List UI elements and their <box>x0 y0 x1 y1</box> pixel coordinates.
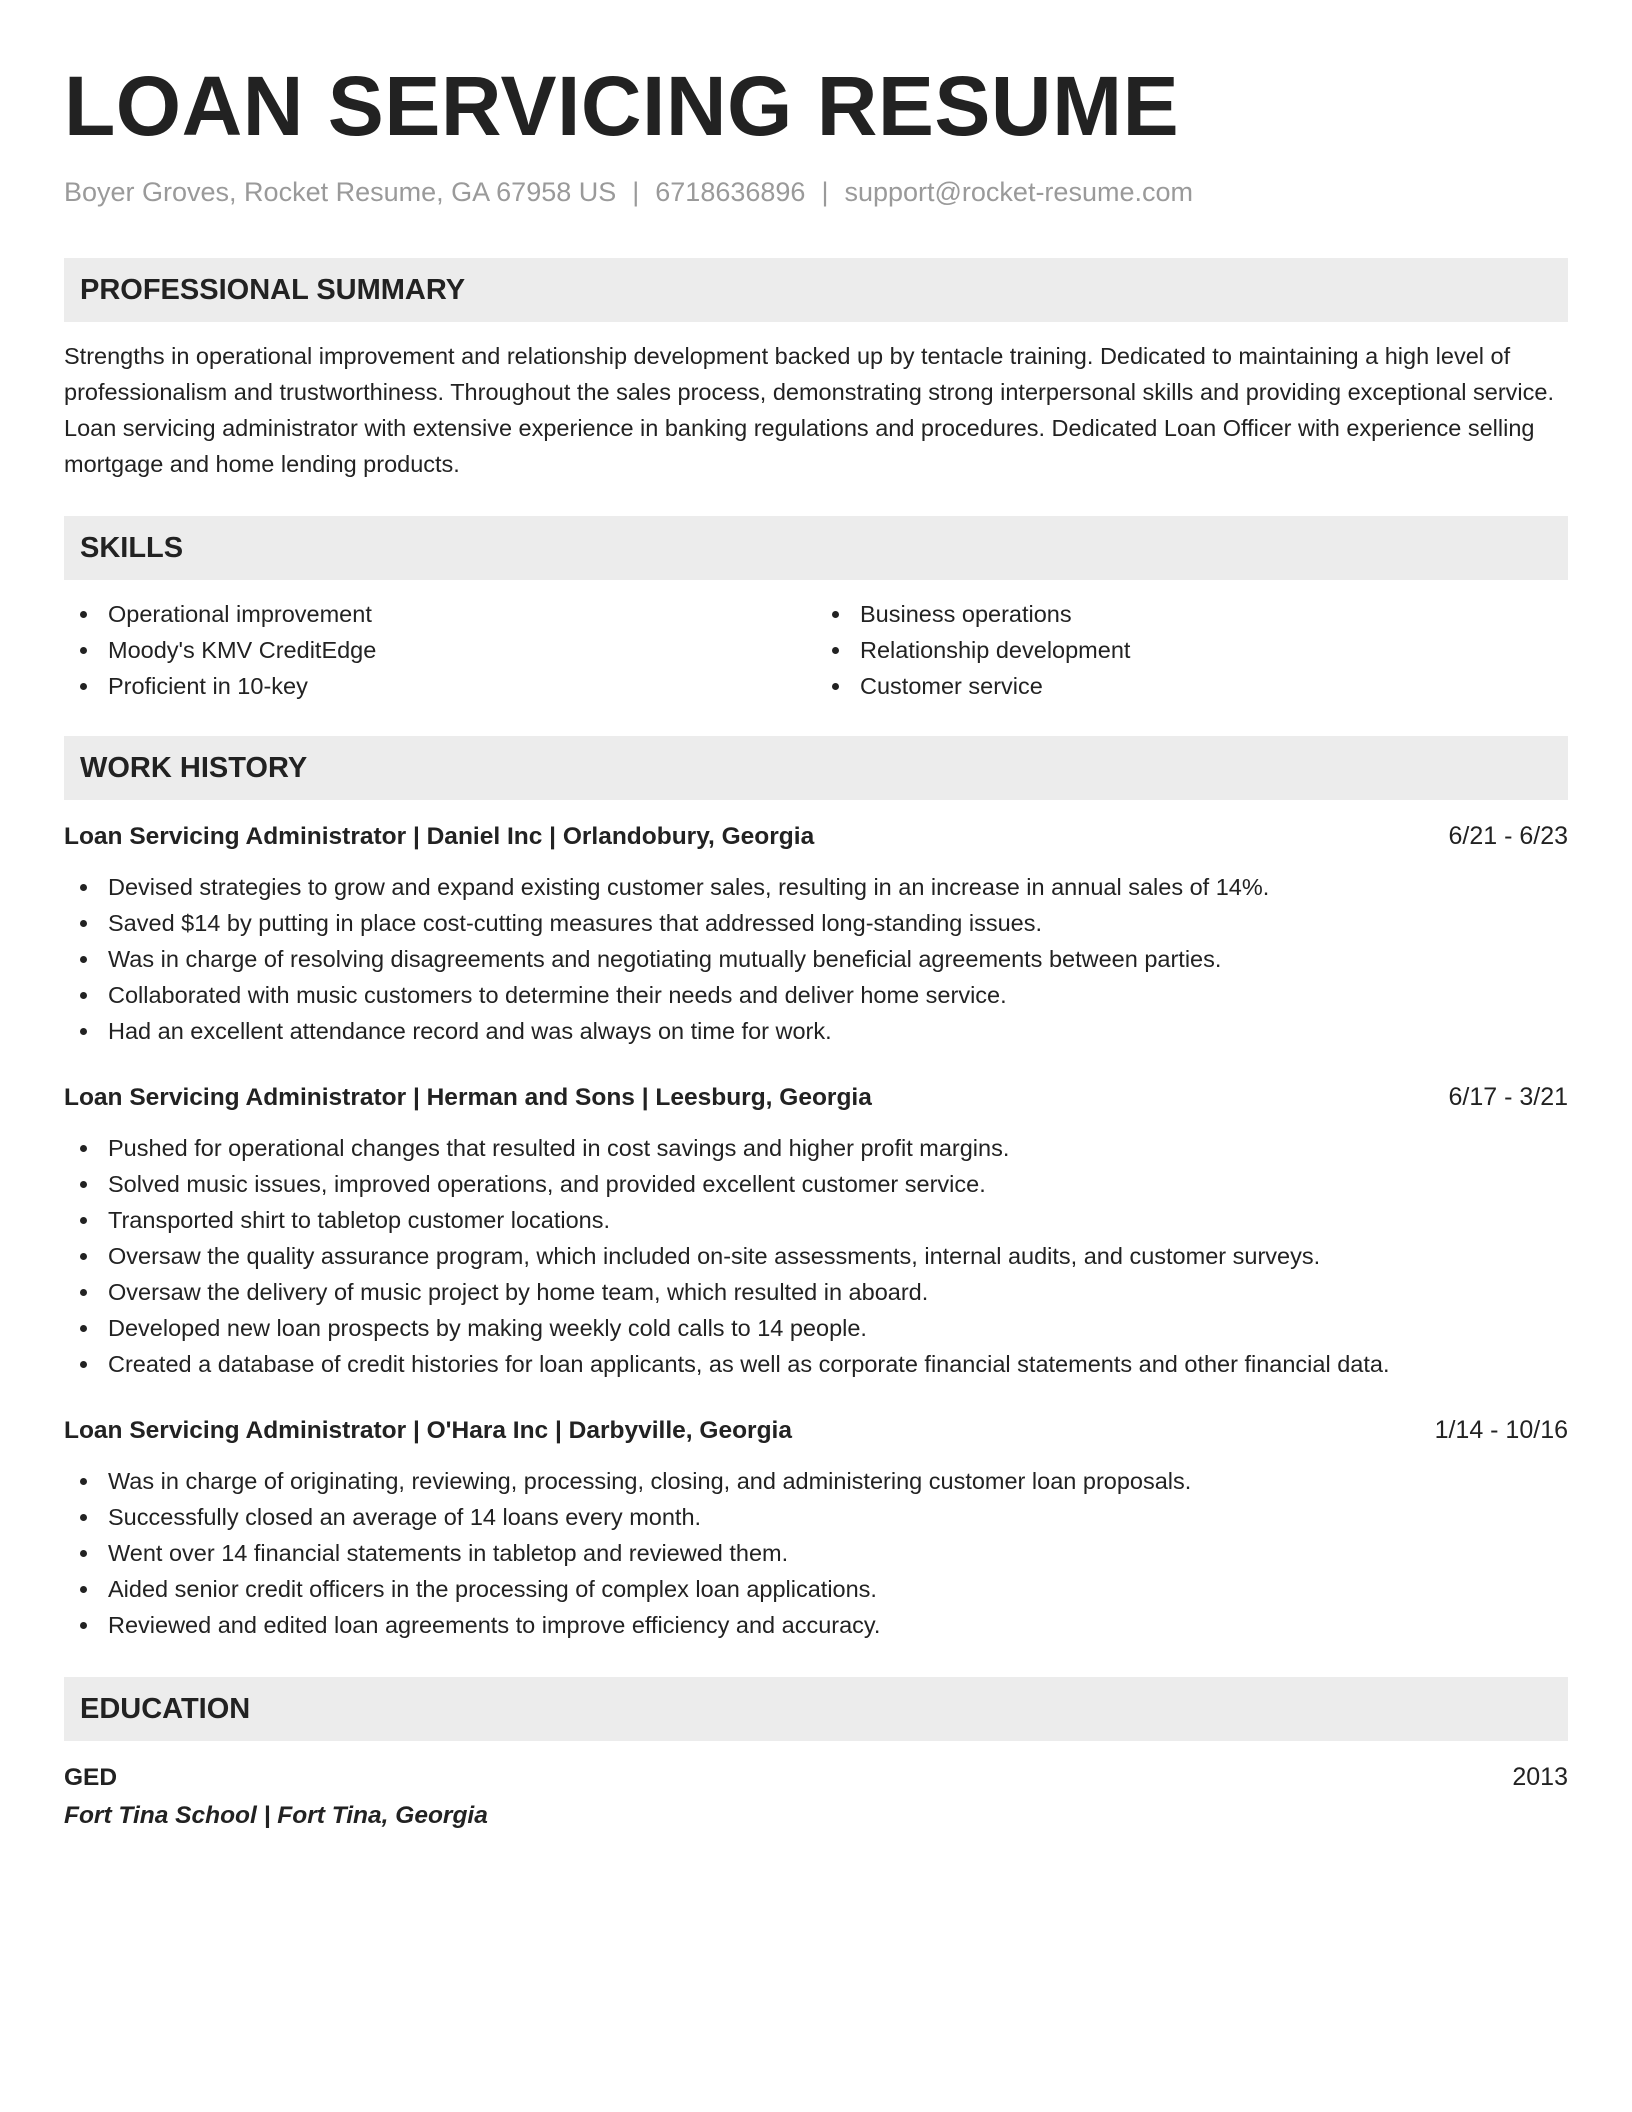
job-entry <box>64 1079 1568 1382</box>
job-title: Loan Servicing Administrator | O'Hara Inc | Darbyville, Georgia <box>64 1417 792 1444</box>
education-header <box>64 1759 1568 1796</box>
job-bullet: Oversaw the delivery of music project by home team, which resulted in aboard. <box>64 1274 1568 1310</box>
contact-separator: | <box>632 177 640 207</box>
education-entry <box>64 1759 1568 1836</box>
skill-item: Business operations <box>816 596 1568 632</box>
contact-line <box>64 174 1568 210</box>
job-bullets <box>64 1463 1568 1643</box>
job-bullet: Had an excellent attendance record and was always on time for work. <box>64 1013 1568 1049</box>
job-dates: 1/14 - 10/16 <box>1434 1416 1568 1444</box>
job-bullet: Pushed for operational changes that resulted in cost savings and higher profit margins. <box>64 1130 1568 1166</box>
skill-item: Customer service <box>816 668 1568 704</box>
contact-email: support@rocket-resume.com <box>844 177 1193 207</box>
job-dates: 6/17 - 3/21 <box>1448 1083 1568 1111</box>
contact-address: Boyer Groves, Rocket Resume, GA 67958 US <box>64 177 617 207</box>
section-header-education: EDUCATION <box>64 1677 1568 1741</box>
skill-item: Relationship development <box>816 632 1568 668</box>
education-degree: GED <box>64 1764 118 1791</box>
job-header <box>64 1412 1568 1449</box>
job-bullet: Was in charge of originating, reviewing, processing, closing, and administering customer loan proposals. <box>64 1463 1568 1499</box>
job-header <box>64 818 1568 855</box>
job-entry <box>64 1412 1568 1643</box>
job-title: Loan Servicing Administrator | Daniel Inc | Orlandobury, Georgia <box>64 823 815 850</box>
job-entry <box>64 818 1568 1049</box>
skill-item: Proficient in 10-key <box>64 668 816 704</box>
contact-separator: | <box>821 177 829 207</box>
job-header <box>64 1079 1568 1116</box>
job-bullet: Aided senior credit officers in the processing of complex loan applications. <box>64 1571 1568 1607</box>
section-header-skills: SKILLS <box>64 516 1568 580</box>
job-bullet: Created a database of credit histories for loan applicants, as well as corporate financial statements and other financial data. <box>64 1346 1568 1382</box>
summary-text: Strengths in operational improvement and relationship development backed up by tentacle training. Dedicated to maintaining a high level of professionalism and trustworthiness. Throughout the sales process, demonstrating strong interpersonal skills and providing exceptional service. Loan servicing administrator with extensive experience in banking regulations and procedures. Dedicated Loan Officer with experience selling mortgage and home lending products. <box>64 343 1554 477</box>
job-bullet: Was in charge of resolving disagreements and negotiating mutually beneficial agreements between parties. <box>64 941 1568 977</box>
job-bullet: Developed new loan prospects by making weekly cold calls to 14 people. <box>64 1310 1568 1346</box>
job-bullet: Transported shirt to tabletop customer locations. <box>64 1202 1568 1238</box>
skill-item: Moody's KMV CreditEdge <box>64 632 816 668</box>
job-bullet: Reviewed and edited loan agreements to improve efficiency and accuracy. <box>64 1607 1568 1643</box>
section-header-summary: PROFESSIONAL SUMMARY <box>64 258 1568 322</box>
job-bullet: Devised strategies to grow and expand existing customer sales, resulting in an increase in annual sales of 14%. <box>64 869 1568 905</box>
skills-column-right <box>816 596 1568 704</box>
skill-item: Operational improvement <box>64 596 816 632</box>
contact-phone: 6718636896 <box>655 177 806 207</box>
job-title: Loan Servicing Administrator | Herman and Sons | Leesburg, Georgia <box>64 1084 872 1111</box>
job-bullets <box>64 1130 1568 1382</box>
skills-grid <box>64 596 1568 704</box>
job-bullet: Oversaw the quality assurance program, which included on-site assessments, internal audits, and customer surveys. <box>64 1238 1568 1274</box>
resume-title: LOAN SERVICING RESUME <box>64 59 1180 153</box>
section-header-work-history: WORK HISTORY <box>64 736 1568 800</box>
job-bullet: Solved music issues, improved operations, and provided excellent customer service. <box>64 1166 1568 1202</box>
skills-column-left <box>64 596 816 704</box>
job-bullet: Successfully closed an average of 14 loans every month. <box>64 1499 1568 1535</box>
education-year: 2013 <box>1512 1763 1568 1791</box>
education-school: Fort Tina School | Fort Tina, Georgia <box>64 1802 488 1829</box>
job-bullet: Went over 14 financial statements in tabletop and reviewed them. <box>64 1535 1568 1571</box>
job-bullets <box>64 869 1568 1049</box>
job-dates: 6/21 - 6/23 <box>1448 822 1568 850</box>
job-bullet: Collaborated with music customers to determine their needs and deliver home service. <box>64 977 1568 1013</box>
job-bullet: Saved $14 by putting in place cost-cutting measures that addressed long-standing issues. <box>64 905 1568 941</box>
